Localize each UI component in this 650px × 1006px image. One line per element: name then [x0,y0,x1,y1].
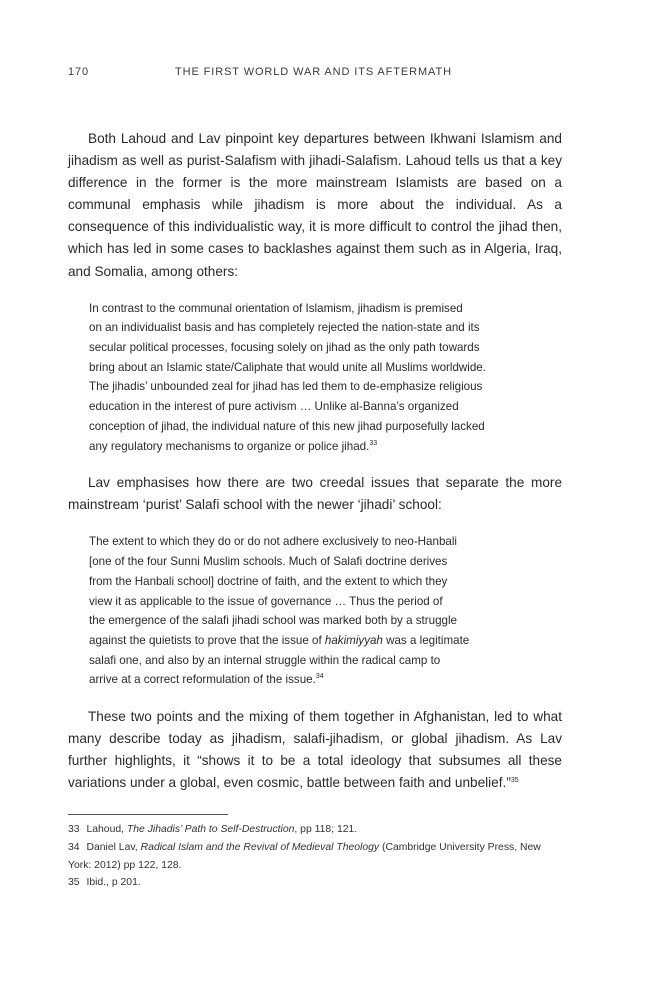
quote-line: secular political processes, focusing solely on jihad as the only path towards [89,341,480,355]
footnote-text: Ibid., p 201. [86,877,141,889]
block-quote-lav [89,532,562,690]
footnotes [68,814,562,892]
footnote-title: The Jihadis’ Path to Self-Destruction [126,824,295,835]
footnote-33 [68,821,562,839]
quote-line: salafi one, and also by an internal struggle within the radical camp to [89,653,441,667]
footnote-author: Lahoud, [86,824,125,835]
paragraph-1: Both Lahoud and Lav pinpoint key departures between Ikhwani Islamism and jihadism as well as purist-Salafism with jihadi-Salafism. Lahoud tells us that a key difference in the former is the more mainstream Islamists are based on a communal emphasis while jihadism is more about the individual. As a consequence of this individualistic way, it is more difficult to control the jihad then, which has led in some cases to backlashes against them such as in Algeria, Iraq, and Somalia, among others: [68,131,562,279]
quote-text: against the quietists to prove that the issue of [89,633,325,647]
quote-line: on an individualist basis and has completely rejected the nation-state and its [89,321,480,335]
quote-line: conception of jihad, the individual nature of this new jihad purposefully lacked [89,419,485,433]
quote-line: In contrast to the communal orientation of Islamism, jihadism is premised [89,301,463,315]
footnote-divider [68,814,228,815]
quote-line [89,631,562,651]
page-number: 170 [68,66,90,78]
quote-line: The jihadis’ unbounded zeal for jihad has led them to de-emphasize religious [89,380,483,394]
quote-line: the emergence of the salafi jihadi school was marked both by a struggle [89,614,457,628]
italic-term-hakimiyyah: hakimiyyah [324,633,383,647]
quote-text: was a legitimate [382,633,470,647]
quote-line: [one of the four Sunni Muslim schools. Much of Salafi doctrine derives [89,555,448,569]
footnote-ref-34[interactable]: 34 [315,673,324,681]
quote-line-text: any regulatory mechanisms to organize or police jihad. [89,439,370,453]
paragraph-2: Lav emphasises how there are two creedal issues that separate the more mainstream ‘purist’ Salafi school with the newer ‘jihadi’ school: [68,475,562,513]
main-text [68,128,562,794]
paragraph-3-text: These two points and the mixing of them together in Afghanistan, led to what many describe today as jihadism, salafi-jihadism, or global jihadism. As Lav further highlights, it “shows it to be a total ideology that subsumes all these variations under a global, even cosmic, battle between faith and unbelief.” [68,709,562,791]
footnote-35 [68,874,562,892]
footnote-34 [68,839,562,875]
footnote-number: 35 [68,877,80,889]
footnote-ref-33[interactable]: 33 [369,439,378,447]
quote-line [89,437,562,457]
block-quote-lahoud [89,299,562,457]
footnote-number: 34 [68,841,80,853]
quote-line: view it as applicable to the issue of governance … Thus the period of [89,594,443,608]
footnote-title: Radical Islam and the Revival of Medieval Theology [140,841,380,853]
footnote-rest: , pp 118; 121. [294,824,358,835]
quote-line: from the Hanbali school] doctrine of faith, and the extent to which they [89,574,448,588]
footnote-rest: (Cambridge University Press, New York: 2012) pp 122, 128. [68,841,541,871]
footnote-number: 33 [68,824,80,835]
quote-line: bring about an Islamic state/Caliphate that would unite all Muslims worldwide. [89,360,486,374]
quote-line: The extent to which they do or do not adhere exclusively to neo-Hanbali [89,535,457,549]
paragraph-3 [68,706,562,794]
quote-line: education in the interest of pure activism … Unlike al-Banna’s organized [89,400,459,414]
footnote-author: Daniel Lav, [86,841,138,853]
running-title: THE FIRST WORLD WAR AND ITS AFTERMATH [175,66,452,78]
footnote-ref-35[interactable]: 35 [510,777,519,785]
quote-line-text: arrive at a correct reformulation of the issue. [89,673,316,687]
quote-line [89,670,562,690]
